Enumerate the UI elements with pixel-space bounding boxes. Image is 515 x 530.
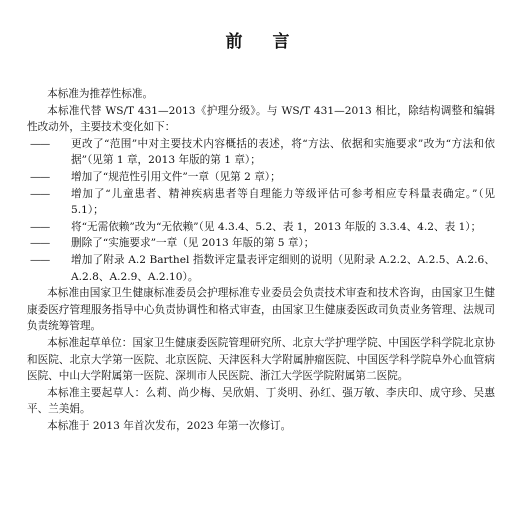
change-item <box>27 235 495 252</box>
title-char-1: 前 <box>225 32 243 52</box>
paragraph-recommended-standard: 本标准为推荐性标准。 <box>47 88 154 100</box>
dash-marker: —— <box>30 237 50 250</box>
change-item <box>27 136 495 169</box>
dash-marker: —— <box>30 170 50 183</box>
page-title <box>0 27 515 52</box>
change-item <box>27 252 495 285</box>
change-item <box>27 219 495 236</box>
change-item-text: 增加了“规范性引用文件”一章（见第 2 章）； <box>71 170 281 183</box>
paragraph-review-management: 本标准由国家卫生健康标准委员会护理标准专业委员会负责技术审查和技术咨询，由国家卫生健康委医疗管理服务指导中心负责协调性和格式审查，由国家卫生健康委医政司负责业务管理、法规司负责统筹管理。 <box>27 287 495 333</box>
paragraph-drafting-units: 本标准起草单位：国家卫生健康委医院管理研究所、北京大学护理学院、中国医学科学院北京协和医院、北京大学第一医院、北京医院、天津医科大学附属肿瘤医院、中国医学科学院阜外心血管病医院、中山大学附属第一医院、深圳市人民医院、浙江大学医学院附属第二医院。 <box>27 336 495 383</box>
change-item-text: 增加了“儿童患者、精神疾病患者等自理能力等级评估可参考相应专科量表确定。”（见 5.1）； <box>71 187 495 217</box>
dash-marker: —— <box>30 253 50 266</box>
title-char-2: 言 <box>272 32 290 52</box>
change-item-text: 将“无需依赖”改为“无依赖”（见 4.3.4、5.2、表 1，2013 年版的 3.3.4、4.2、表 1）； <box>71 220 482 233</box>
paragraph-replacement: 本标准代替 WS/T 431—2013《护理分级》。与 WS/T 431—2013 相比，除结构调整和编辑性改动外，主要技术变化如下： <box>27 104 495 134</box>
dash-marker: —— <box>30 187 50 200</box>
dash-marker: —— <box>30 137 50 150</box>
change-item <box>27 169 495 186</box>
paragraph-main-drafters: 本标准主要起草人：么莉、尚少梅、吴欣娟、丁炎明、孙红、强万敏、李庆印、成守珍、吴惠平、兰美娟。 <box>27 386 495 416</box>
change-item-text: 更改了“范围”中对主要技术内容概括的表述，将“方法、依据和实施要求”改为“方法和依据”（见第 1 章，2013 年版的第 1 章）； <box>71 137 495 167</box>
change-item-text: 增加了附录 A.2 Barthel 指数评定量表评定细则的说明（见附录 A.2.2、A.2.5、A.2.6、A.2.8、A.2.9、A.2.10）。 <box>71 253 495 283</box>
foreword-body <box>27 86 495 434</box>
paragraph-publication-history: 本标准于 2013 年首次发布，2023 年第一次修订。 <box>47 419 292 432</box>
change-item-text: 删除了“实施要求”一章（见 2013 年版的第 5 章）； <box>71 237 315 250</box>
dash-marker: —— <box>30 220 50 233</box>
change-item <box>27 186 495 219</box>
